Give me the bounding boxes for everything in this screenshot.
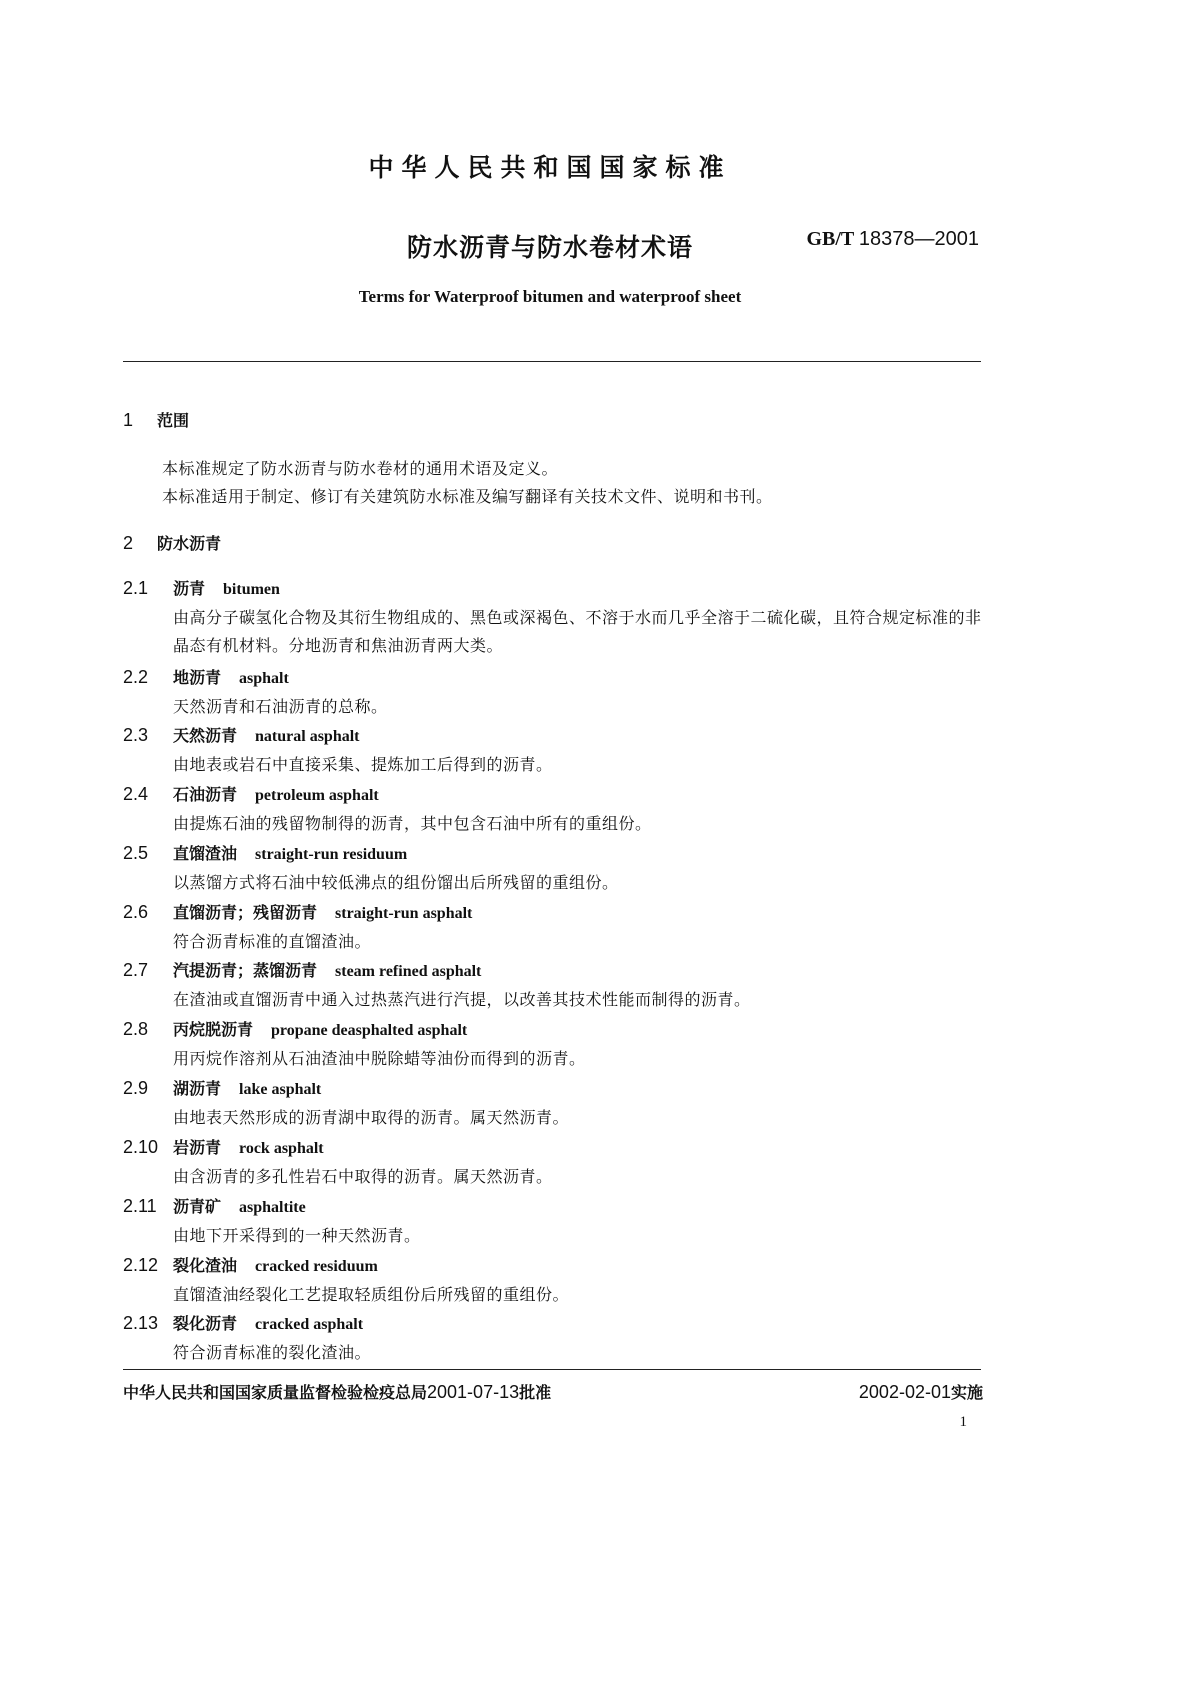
- term-number: 2.13: [123, 1313, 159, 1333]
- term-definition: 天然沥青和石油沥青的总称。: [173, 697, 388, 716]
- term-heading: [123, 841, 407, 864]
- term-definition: 由地下开采得到的一种天然沥青。: [173, 1226, 421, 1245]
- term-chinese: 岩沥青: [173, 1138, 222, 1157]
- term-english: asphalt: [239, 670, 289, 687]
- term-number: 2.6: [123, 902, 149, 922]
- standard-code: [806, 228, 979, 251]
- term-definition: 在渣油或直馏沥青中通入过热蒸汽进行汽提，以改善其技术性能而制得的沥青。: [173, 990, 751, 1009]
- term-chinese: 沥青: [173, 579, 206, 598]
- approval-date: 2001-07-13: [427, 1382, 520, 1402]
- term-definition: 由高分子碳氢化合物及其衍生物组成的、黑色或深褐色、不溶于水而几乎全溶于二硫化碳，且符合规定标准的非晶态有机材料。分地沥青和焦油沥青两大类。: [173, 608, 982, 655]
- term-english: petroleum asphalt: [255, 787, 379, 804]
- term-definition: 直馏渣油经裂化工艺提取轻质组份后所残留的重组份。: [173, 1285, 570, 1304]
- effective-date: 2002-02-01: [858, 1382, 951, 1402]
- term-english: cracked asphalt: [255, 1316, 364, 1333]
- term-definition: 由地表天然形成的沥青湖中取得的沥青。属天然沥青。: [173, 1108, 570, 1127]
- term-number: 2.7: [123, 960, 149, 980]
- term-definition: 用丙烷作溶剂从石油渣油中脱除蜡等油份而得到的沥青。: [173, 1049, 586, 1068]
- term-chinese: 沥青矿: [173, 1197, 222, 1216]
- section-heading-waterproof-bitumen: [123, 531, 221, 554]
- approval-line: [123, 1380, 551, 1403]
- standard-code-number: 18378—2001: [858, 228, 979, 250]
- section-heading-scope: [123, 408, 189, 431]
- term-english: natural asphalt: [255, 728, 360, 745]
- document-title-en: Terms for Waterproof bitumen and waterproof sheet: [358, 287, 742, 306]
- term-chinese: 丙烷脱沥青: [173, 1020, 254, 1039]
- term-number: 2.5: [123, 843, 149, 863]
- section-title: 范围: [157, 411, 190, 430]
- term-english: asphaltite: [239, 1199, 306, 1216]
- term-heading: [123, 900, 472, 923]
- term-heading: [123, 1135, 324, 1158]
- section-title: 防水沥青: [157, 534, 222, 553]
- term-heading: [123, 958, 481, 981]
- term-number: 2.2: [123, 667, 149, 687]
- term-definition: 符合沥青标准的直馏渣油。: [173, 932, 372, 951]
- term-chinese: 裂化沥青: [173, 1314, 238, 1333]
- term-heading: [123, 1017, 467, 1040]
- term-chinese: 直馏沥青；残留沥青: [173, 903, 318, 922]
- footer-divider: [123, 1369, 981, 1370]
- term-english: propane deasphalted asphalt: [271, 1022, 468, 1039]
- term-heading: [123, 665, 289, 688]
- term-number: 2.9: [123, 1078, 149, 1098]
- header-divider: [123, 361, 981, 362]
- term-definition: 以蒸馏方式将石油中较低沸点的组份馏出后所残留的重组份。: [173, 873, 619, 892]
- effective-line: [859, 1380, 983, 1403]
- term-number: 2.4: [123, 784, 149, 804]
- national-standard-heading: 中华人民共和国国家标准: [368, 153, 732, 182]
- term-english: bitumen: [223, 581, 280, 598]
- term-english: cracked residuum: [255, 1258, 378, 1275]
- standard-code-prefix: GB/T: [806, 228, 854, 250]
- term-chinese: 地沥青: [173, 668, 222, 687]
- term-chinese: 裂化渣油: [173, 1256, 238, 1275]
- document-title-cn: 防水沥青与防水卷材术语: [406, 233, 693, 262]
- term-english: lake asphalt: [239, 1081, 322, 1098]
- term-heading: [123, 1311, 363, 1334]
- term-number: 2.1: [123, 578, 149, 598]
- effective-label: 实施: [950, 1383, 983, 1402]
- term-english: steam refined asphalt: [335, 963, 482, 980]
- term-number: 2.8: [123, 1019, 149, 1039]
- term-number: 2.12: [123, 1255, 159, 1275]
- term-heading: [123, 1194, 306, 1217]
- term-number: 2.10: [123, 1137, 159, 1157]
- term-heading: [123, 782, 379, 805]
- term-heading: [123, 576, 280, 599]
- term-chinese: 直馏渣油: [173, 844, 238, 863]
- term-chinese: 石油沥青: [173, 785, 238, 804]
- term-english: straight-run residuum: [255, 846, 408, 863]
- term-heading: [123, 723, 359, 746]
- term-definition: 符合沥青标准的裂化渣油。: [173, 1343, 372, 1362]
- term-chinese: 汽提沥青；蒸馏沥青: [173, 961, 318, 980]
- term-definition: 由提炼石油的残留物制得的沥青，其中包含石油中所有的重组份。: [173, 814, 652, 833]
- term-definition: 由含沥青的多孔性岩石中取得的沥青。属天然沥青。: [173, 1167, 553, 1186]
- term-heading: [123, 1076, 321, 1099]
- scope-paragraph-1: 本标准规定了防水沥青与防水卷材的通用术语及定义。: [162, 459, 559, 478]
- term-chinese: 天然沥青: [173, 726, 238, 745]
- term-definition: 由地表或岩石中直接采集、提炼加工后得到的沥青。: [173, 755, 553, 774]
- term-chinese: 湖沥青: [173, 1079, 222, 1098]
- term-number: 2.11: [123, 1196, 157, 1216]
- approval-label: 批准: [519, 1383, 552, 1402]
- section-number: 1: [123, 410, 134, 430]
- term-number: 2.3: [123, 725, 149, 745]
- section-number: 2: [123, 533, 134, 553]
- term-heading: [123, 1253, 378, 1276]
- scope-paragraph-2: 本标准适用于制定、修订有关建筑防水标准及编写翻译有关技术文件、说明和书刊。: [162, 487, 773, 506]
- page-number: 1: [959, 1414, 967, 1430]
- term-english: straight-run asphalt: [335, 905, 473, 922]
- term-english: rock asphalt: [239, 1140, 324, 1157]
- approval-organization: 中华人民共和国国家质量监督检验检疫总局: [123, 1383, 428, 1402]
